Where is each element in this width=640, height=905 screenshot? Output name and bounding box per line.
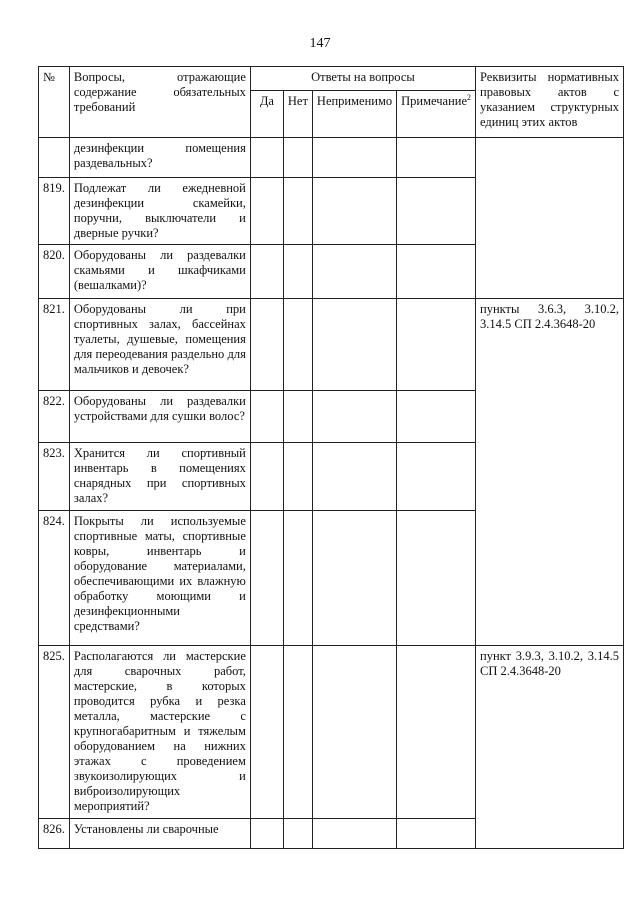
row-number: 826. [39, 819, 70, 849]
requisites-cell [476, 138, 624, 299]
question-text: дезинфекции помещения раздевальных? [69, 138, 250, 178]
answer-na-cell [312, 819, 396, 849]
header-requisites: Реквизиты нормативных правовых актов с указанием структурных единиц этих актов [476, 67, 624, 138]
answer-note-cell [397, 443, 476, 511]
answer-note-cell [397, 646, 476, 819]
answer-yes-cell [250, 178, 283, 245]
answer-no-cell [283, 138, 312, 178]
table-row [39, 646, 624, 819]
answer-yes-cell [250, 299, 283, 391]
answer-na-cell [312, 138, 396, 178]
answer-note-cell [397, 819, 476, 849]
row-number: 820. [39, 245, 70, 299]
row-number: 823. [39, 443, 70, 511]
question-text: Установлены ли сварочные [69, 819, 250, 849]
question-text: Оборудованы ли при спортивных залах, бассейнах туалеты, душевые, помещения для переодевания раздельно для мальчиков и девочек? [69, 299, 250, 391]
answer-na-cell [312, 299, 396, 391]
question-text: Оборудованы ли раздевалки устройствами для сушки волос? [69, 391, 250, 443]
answer-note-cell [397, 178, 476, 245]
header-not-applicable: Неприменимо [312, 91, 396, 138]
header-note-sup: 2 [467, 92, 472, 102]
header-answers: Ответы на вопросы [250, 67, 475, 91]
question-text: Хранится ли спортивный инвентарь в помещениях снарядных при спортивных залах? [69, 443, 250, 511]
header-question: Вопросы, отражающие содержание обязательных требований [69, 67, 250, 138]
answer-yes-cell [250, 511, 283, 646]
answer-yes-cell [250, 646, 283, 819]
answer-note-cell [397, 511, 476, 646]
row-number: 825. [39, 646, 70, 819]
answer-yes-cell [250, 819, 283, 849]
table-row [39, 299, 624, 391]
row-number: 819. [39, 178, 70, 245]
answer-note-cell [397, 138, 476, 178]
header-note-text: Примечание [401, 94, 468, 108]
page-number: 147 [309, 36, 331, 51]
header-note [397, 91, 476, 138]
question-text: Покрыты ли используемые спортивные маты, спортивные ковры, инвентарь и оборудование материалами, обеспечивающими их влажную обработку моющими и дезинфекционными средствами? [69, 511, 250, 646]
question-text: Располагаются ли мастерские для сварочных работ, мастерские, в которых проводится рубка и резка металла, мастерские с крупногабаритным и тяжелым оборудованием на нижних этажах с проведением звукоизолирующих и виброизолирующих мероприятий? [69, 646, 250, 819]
row-number: 822. [39, 391, 70, 443]
header-yes: Да [250, 91, 283, 138]
answer-na-cell [312, 391, 396, 443]
answer-na-cell [312, 646, 396, 819]
answer-no-cell [283, 178, 312, 245]
answer-no-cell [283, 245, 312, 299]
answer-no-cell [283, 819, 312, 849]
requisites-cell: пункт 3.9.3, 3.10.2, 3.14.5 СП 2.4.3648-20 [476, 646, 624, 849]
answer-na-cell [312, 511, 396, 646]
row-number: 821. [39, 299, 70, 391]
checklist-table [38, 66, 624, 849]
table-row [39, 138, 624, 178]
answer-na-cell [312, 245, 396, 299]
row-number: 824. [39, 511, 70, 646]
question-text: Подлежат ли ежедневной дезинфекции скамейки, поручни, выключатели и дверные ручки? [69, 178, 250, 245]
header-num: № [39, 67, 70, 138]
row-number [39, 138, 70, 178]
answer-no-cell [283, 299, 312, 391]
answer-note-cell [397, 391, 476, 443]
answer-na-cell [312, 443, 396, 511]
answer-no-cell [283, 646, 312, 819]
answer-note-cell [397, 245, 476, 299]
answer-note-cell [397, 299, 476, 391]
answer-no-cell [283, 443, 312, 511]
answer-yes-cell [250, 391, 283, 443]
answer-no-cell [283, 391, 312, 443]
answer-yes-cell [250, 138, 283, 178]
answer-yes-cell [250, 245, 283, 299]
question-text: Оборудованы ли раздевалки скамьями и шкафчиками (вешалками)? [69, 245, 250, 299]
requisites-cell: пункты 3.6.3, 3.10.2, 3.14.5 СП 2.4.3648-20 [476, 299, 624, 646]
answer-no-cell [283, 511, 312, 646]
answer-na-cell [312, 178, 396, 245]
header-no: Нет [283, 91, 312, 138]
answer-yes-cell [250, 443, 283, 511]
